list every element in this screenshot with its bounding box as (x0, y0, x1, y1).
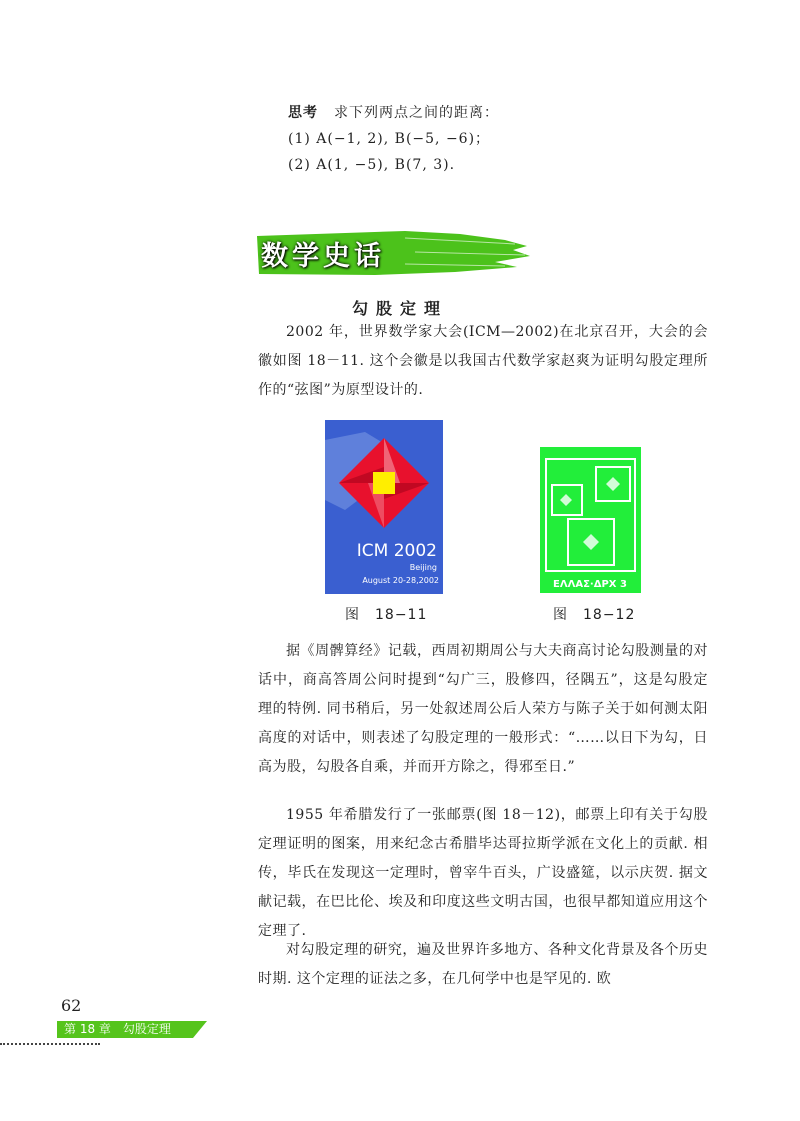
think-prompt: 求下列两点之间的距离： (334, 105, 499, 121)
think-item-2: (2) A(1, −5), B(7, 3). (288, 157, 456, 173)
page-number: 62 (61, 996, 82, 1015)
icm-logo-city: Beijing (409, 563, 437, 572)
section-title: 勾股定理 (351, 299, 448, 318)
figure-caption-18-11: 图 18−11 (345, 607, 428, 623)
think-label: 思考 (288, 105, 318, 121)
banner-title: 数学史话 (261, 241, 385, 272)
icm-2002-logo (325, 420, 443, 594)
icm-logo-date: August 20-28,2002 (362, 576, 439, 585)
stamp-inscription: ΕΛΛΑΣ·ΔΡΧ 3 (553, 579, 627, 590)
icm-logo-title: ICM 2002 (356, 541, 437, 561)
think-box (288, 100, 499, 178)
paragraph-4: 对勾股定理的研究，遍及世界许多地方、各种文化背景及各个历史时期. 这个定理的证法之多，在几何学中也是罕见的. 欧 (258, 942, 708, 987)
greek-stamp (538, 445, 643, 595)
figure-caption-18-12: 图 18−12 (553, 607, 636, 623)
paragraph-2: 据《周髀算经》记载，西周初期周公与大夫商高讨论勾股测量的对话中，商高答周公问时提到“勾广三，股修四，径隅五”，这是勾股定理的特例. 同书稍后，另一处叙述周公后人荣方与陈子关于如何测太阳高度的对话中，则表述了勾股定理的一般形式：“……以日下为勾，日高为股，勾股各自乘，并而开方除之，得邪至日.” (258, 643, 708, 775)
chapter-label: 第 18 章 勾股定理 (64, 1022, 171, 1036)
paragraph-3: 1955 年希腊发行了一张邮票(图 18－12)，邮票上印有关于勾股定理证明的图案，用来纪念古希腊毕达哥拉斯学派在文化上的贡献. 相传，毕氏在发现这一定理时，曾宰牛百头，广设盛筵，以示庆贺. 据文献记载，在巴比伦、埃及和印度这些文明古国，也很早都知道应用这个定理了. (258, 807, 708, 939)
paragraph-1: 2002 年，世界数学家大会(ICM—2002)在北京召开，大会的会徽如图 18－11. 这个会徽是以我国古代数学家赵爽为证明勾股定理所作的“弦图”为原型设计的. (258, 324, 708, 398)
footer-dotted-line (0, 1043, 100, 1045)
think-item-1: (1) A(−1, 2), B(−5, −6)； (288, 131, 491, 147)
